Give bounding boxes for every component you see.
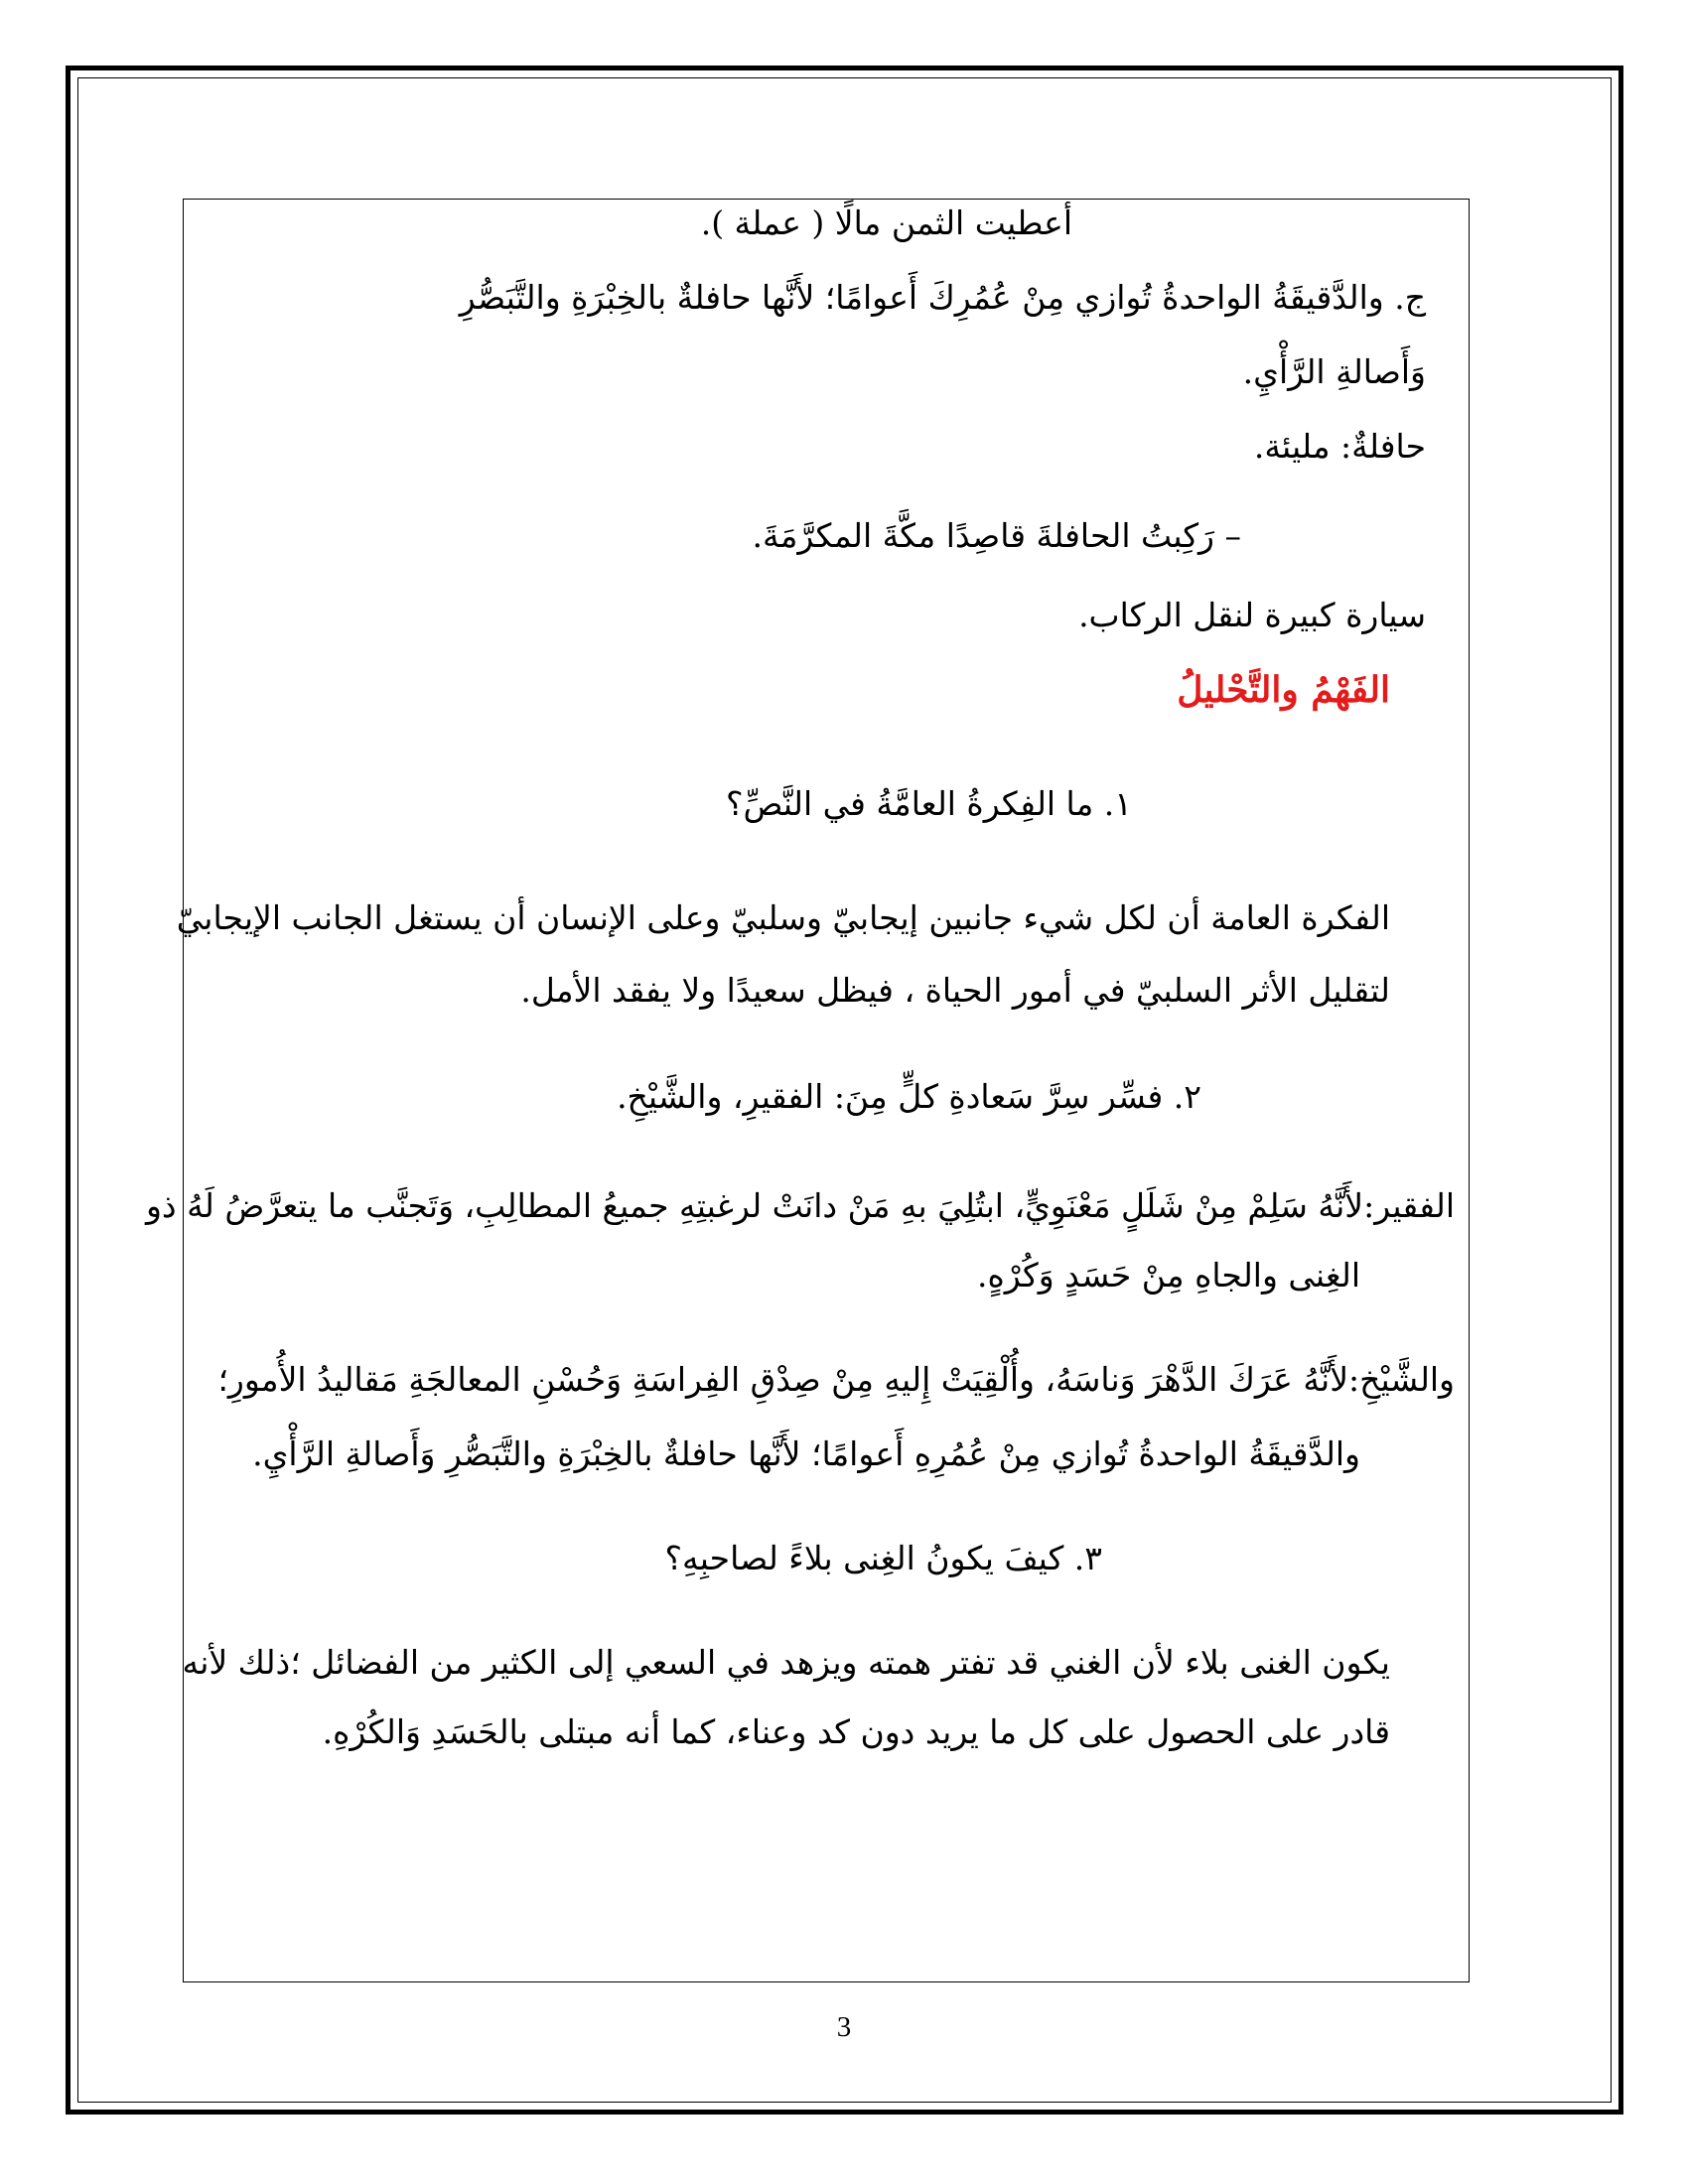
text-line-bus-meaning: سيارة كبيرة لنقل الركاب. <box>1078 596 1426 634</box>
question-2: ٢. فسِّر سِرَّ سَعادةِ كلٍّ مِنَ: الفقيرِ، والشَّيْخِ. <box>617 1077 1201 1116</box>
answer-1-line-1: الفكرة العامة أن لكل شيء جانبين إيجابيّ وسلبيّ وعلى الإنسان أن يستغل الجانب الإيجابيّ <box>176 898 1390 937</box>
answer-1-line-2: لتقليل الأثر السلبيّ في أمور الحياة ، فيظل سعيدًا ولا يفقد الأمل. <box>520 971 1390 1010</box>
text-line-given-price: أعطيت الثمن مالًا ( عملة ). <box>700 204 1072 242</box>
answer-2-line-1: الفقير:لأَنَّهُ سَلِمْ مِنْ شَلَلٍ مَعْنَوِيٍّ، ابتُلِيَ بهِ مَنْ دانَتْ لرغبتِهِ جميعُ المطالِبِ، وَتَجنَّب ما يتعرَّضُ لَهُ ذو <box>145 1186 1455 1225</box>
text-line-example-sentence: – رَكِبتُ الحافلةَ قاصِدًا مكَّةَ المكرَّمَةَ. <box>752 516 1241 555</box>
text-line-item-c: ج. والدَّقيقَةُ الواحدةُ تُوازي مِنْ عُمُرِكَ أَعوامًا؛ لأَنَّها حافلةٌ بالخِبْرَةِ والتَّبَصُّرِ <box>459 278 1426 317</box>
question-3: ٣. كيفَ يكونُ الغِنى بلاءً لصاحبِهِ؟ <box>664 1539 1102 1577</box>
text-line-originality: وَأَصالةِ الرَّأْيِ. <box>1242 352 1426 391</box>
text-line-definition: حافلةٌ: مليئة. <box>1253 427 1426 466</box>
answer-2-line-3: والشَّيْخِ:لأَنَّهُ عَرَكَ الدَّهْرَ وَناسَهُ، وأُلْقِيَتْ إِليهِ مِنْ صِدْقِ الفِراسَةِ وَحُسْنِ المعالجَةِ مَقاليدُ الأُمورِ؛ <box>217 1360 1455 1399</box>
answer-2-line-2: الغِنى والجاهِ مِنْ حَسَدٍ وَكُرْهٍ. <box>977 1256 1360 1295</box>
section-heading-comprehension: الفَهْمُ والتَّحْليلُ <box>1177 669 1390 711</box>
answer-3-line-1: يكون الغنى بلاء لأن الغني قد تفتر همته ويزهد في السعي إلى الكثير من الفضائل ؛ذلك لأنه <box>182 1643 1390 1682</box>
answer-3-line-2: قادر على الحصول على كل ما يريد دون كد وعناء، كما أنه مبتلى بالحَسَدِ وَالكُرْهِ. <box>322 1712 1390 1751</box>
answer-2-line-4: والدَّقيقَةُ الواحدةُ تُوازي مِنْ عُمُرِهِ أَعوامًا؛ لأَنَّها حافلةٌ بالخِبْرَةِ والتَّبَصُّرِ وَأَصالةِ الرَّأْيِ. <box>252 1434 1360 1473</box>
page-number: 3 <box>836 2011 852 2043</box>
question-1: ١. ما الفِكرةُ العامَّةُ في النَّصِّ؟ <box>725 784 1132 823</box>
